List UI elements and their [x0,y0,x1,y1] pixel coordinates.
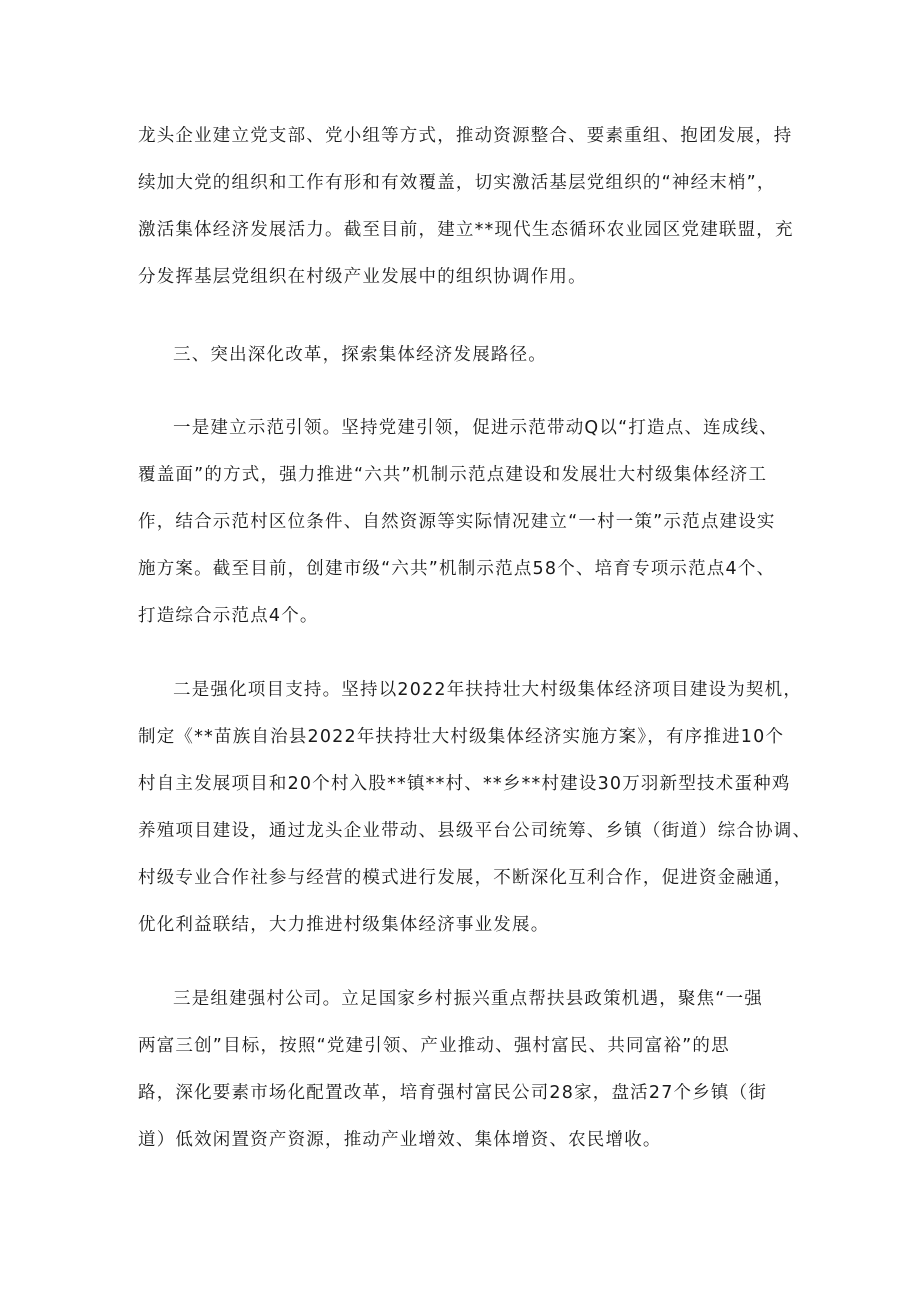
paragraph-line: 覆盖面”的方式，强力推进“六共”机制示范点建设和发展壮大村级集体经济工 [138,465,768,485]
section-heading: 三、突出深化改革，探索集体经济发展路径。 [173,345,547,365]
paragraph-line: 一是建立示范引领。坚持党建引领，促进示范带动Q以“打造点、连成线、 [173,418,778,438]
paragraph-line: 两富三创”目标，按照“党建引领、产业推动、强村富民、共同富裕”的思 [138,1036,730,1056]
paragraph-line: 三是组建强村公司。立足国家乡村振兴重点帮扶县政策机遇，聚焦“一强 [173,989,763,1009]
paragraph-line: 优化利益联结，大力推进村级集体经济事业发展。 [138,915,550,935]
paragraph-line: 村自主发展项目和20个村入股**镇**村、**乡**村建设30万羽新型技术蛋种鸡 [138,774,791,794]
paragraph-line: 作，结合示范村区位条件、自然资源等实际情况建立“一村一策”示范点建设实 [138,512,776,532]
paragraph-line: 打造综合示范点4个。 [138,606,319,626]
paragraph-line: 激活集体经济发展活力。截至目前，建立**现代生态循环农业园区党建联盟，充 [138,220,794,240]
paragraph-line: 续加大党的组织和工作有形和有效覆盖，切实激活基层党组织的“神经末梢”， [138,173,776,193]
paragraph-line: 二是强化项目支持。坚持以2022年扶持壮大村级集体经济项目建设为契机， [173,680,803,700]
paragraph-line: 路，深化要素市场化配置改革，培育强村富民公司28家，盘活27个乡镇（街 [138,1083,768,1103]
paragraph-line: 制定《**苗族自治县2022年扶持壮大村级集体经济实施方案》，有序推进10个 [138,727,785,747]
paragraph-line: 龙头企业建立党支部、党小组等方式，推动资源整合、要素重组、抱团发展，持 [138,126,793,146]
paragraph-line: 分发挥基层党组织在村级产业发展中的组织协调作用。 [138,267,587,287]
paragraph-line: 村级专业合作社参与经营的模式进行发展，不断深化互利合作，促进资金融通， [138,868,793,888]
paragraph-line: 施方案。截至目前，创建市级“六共”机制示范点58个、培育专项示范点4个、 [138,559,776,579]
paragraph-line: 养殖项目建设，通过龙头企业带动、县级平台公司统筹、乡镇（街道）综合协调、 [138,821,812,841]
paragraph-line: 道）低效闲置资产资源，推动产业增效、集体增资、农民增收。 [138,1130,662,1150]
